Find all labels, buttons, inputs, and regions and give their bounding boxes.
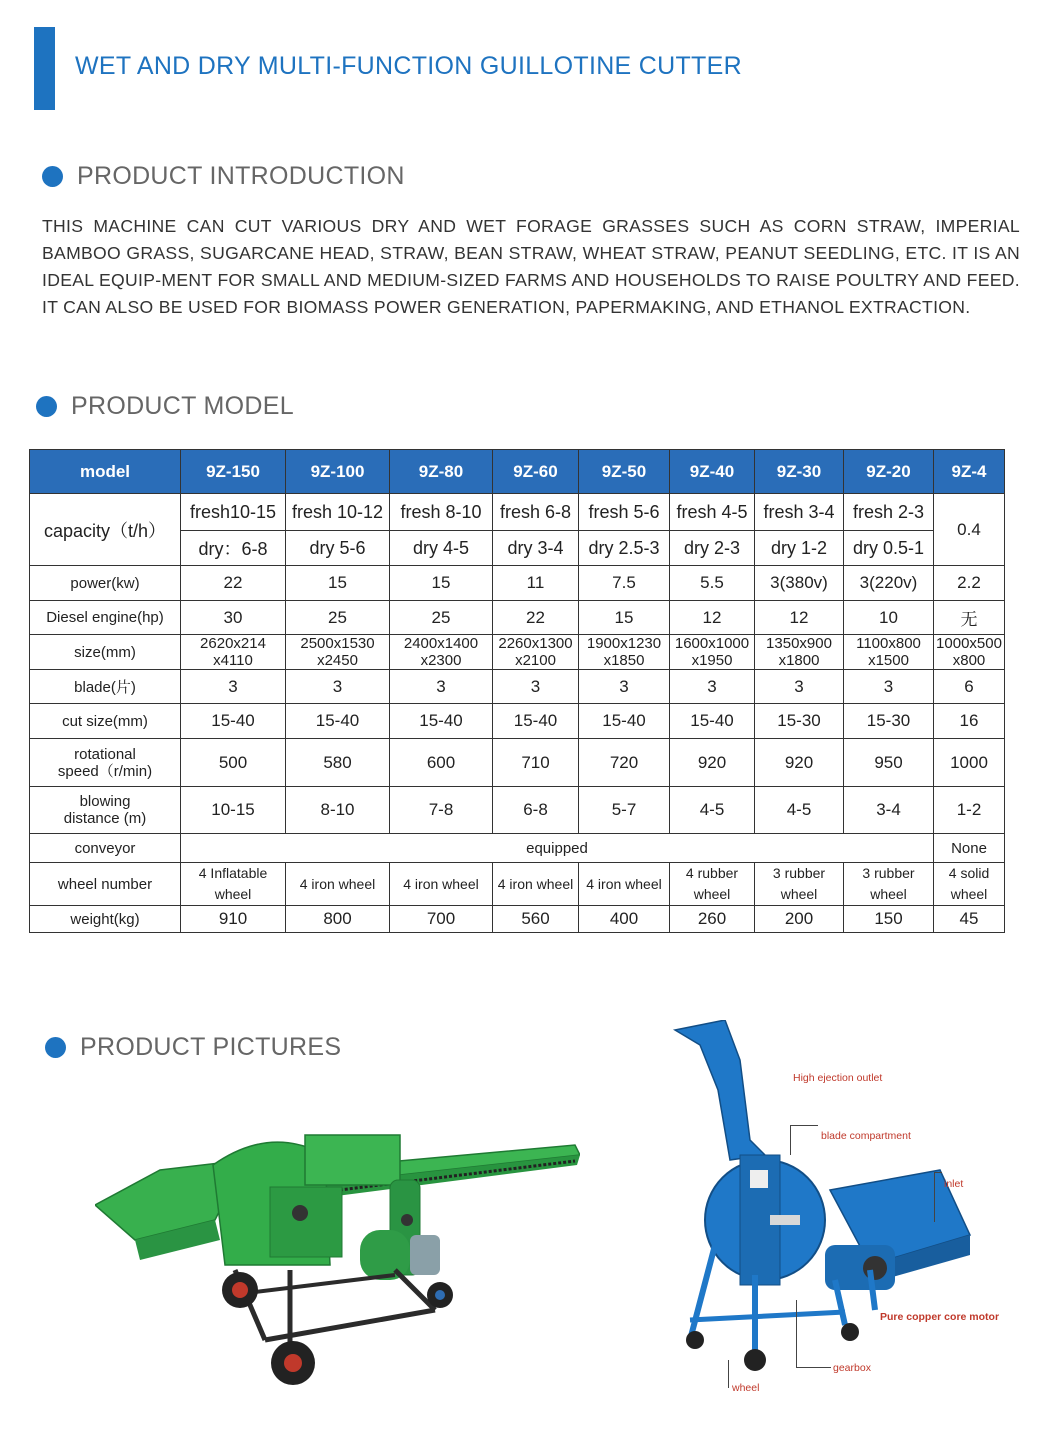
size-line-2: x2300: [420, 652, 462, 669]
callout-outlet: High ejection outlet: [793, 1072, 883, 1084]
table-cell: 25: [286, 601, 390, 635]
table-cell: dry 0.5-1: [844, 531, 934, 566]
table-cell: [844, 635, 934, 670]
table-cell: 3: [579, 670, 670, 704]
table-cell: 4 rubber wheel: [670, 863, 755, 906]
table-cell: 4 solid wheel: [934, 863, 1005, 906]
table-row-size: [30, 635, 1005, 670]
table-cell: 3-4: [844, 787, 934, 834]
table-cell: 5.5: [670, 566, 755, 601]
bullet-dot-icon: [36, 396, 57, 417]
size-line-2: x1500: [868, 652, 909, 669]
row-label: weight(kg): [30, 906, 181, 933]
size-line-1: 2620x214: [200, 635, 266, 652]
table-cell: 4 iron wheel: [390, 863, 493, 906]
row-label: [30, 787, 181, 834]
size-line-1: 1900x1230: [586, 635, 662, 652]
table-cell: 15: [390, 566, 493, 601]
table-cell: 950: [844, 739, 934, 787]
callout-wheel: wheel: [732, 1382, 760, 1394]
size-line-2: x1950: [691, 652, 733, 669]
table-cell: 6-8: [493, 787, 579, 834]
table-cell: 7-8: [390, 787, 493, 834]
callout-leader-line: [796, 1367, 831, 1368]
intro-paragraph: THIS MACHINE CAN CUT VARIOUS DRY AND WET FORAGE GRASSES SUCH AS CORN STRAW, IMPERIAL BAMBOO GRASS, SUGARCANE HEAD, STRAW, BEAN STRAW, WHEAT STRAW, PEANUT SEEDLING, ETC. IT IS AN IDEAL EQUIP-MENT FOR SMALL AND MEDIUM-SIZED FARMS AND HOUSEHOLDS TO RAISE POULTRY AND FEED. IT CAN ALSO BE USED FOR BIOMASS POWER GENERATION, PAPERMAKING, AND ETHANOL EXTRACTION.: [42, 216, 1020, 317]
table-cell: 3(220v): [844, 566, 934, 601]
table-cell: 400: [579, 906, 670, 933]
size-line-2: x800: [952, 652, 986, 669]
table-cell: 10-15: [181, 787, 286, 834]
table-cell: 200: [755, 906, 844, 933]
callout-leader-line: [934, 1172, 942, 1173]
size-line-2: x2450: [317, 652, 358, 669]
header-cell: 9Z-150: [181, 450, 286, 494]
table-cell: 45: [934, 906, 1005, 933]
table-cell: dry：6-8: [181, 531, 286, 566]
table-cell: 15-40: [181, 704, 286, 739]
header-cell: 9Z-50: [579, 450, 670, 494]
callout-leader-line: [934, 1172, 935, 1222]
table-cell: 3: [181, 670, 286, 704]
table-row-capacity-fresh: [30, 494, 1005, 531]
table-cell: 800: [286, 906, 390, 933]
table-cell: 3: [755, 670, 844, 704]
table-cell: 720: [579, 739, 670, 787]
table-cell: 3: [844, 670, 934, 704]
callout-blade-compartment: blade compartment: [821, 1130, 911, 1142]
callout-motor: Pure copper core motor: [880, 1311, 1000, 1323]
size-line-1: 1100x800: [856, 635, 921, 652]
table-cell: 22: [493, 601, 579, 635]
table-cell: 25: [390, 601, 493, 635]
table-cell: 15-40: [670, 704, 755, 739]
blue-cutter-housing: [705, 1155, 825, 1285]
size-line-2: x4110: [213, 652, 253, 669]
table-cell: 4-5: [755, 787, 844, 834]
table-cell: fresh 2-3: [844, 494, 934, 531]
table-cell: fresh10-15: [181, 494, 286, 531]
size-line-2: x2100: [515, 652, 556, 669]
table-row-wheel: [30, 863, 1005, 906]
table-cell: 3: [493, 670, 579, 704]
table-cell: 1000: [934, 739, 1005, 787]
callout-inlet: inlet: [944, 1178, 964, 1190]
page-title: WET AND DRY MULTI-FUNCTION GUILLOTINE CUTTER: [75, 52, 742, 80]
callout-leader-line: [796, 1300, 797, 1368]
table-cell: fresh 8-10: [390, 494, 493, 531]
table-cell: [934, 635, 1005, 670]
header-cell: 9Z-30: [755, 450, 844, 494]
header-cell: 9Z-100: [286, 450, 390, 494]
table-row-blowing: [30, 787, 1005, 834]
table-cell: dry 2-3: [670, 531, 755, 566]
table-cell: 260: [670, 906, 755, 933]
table-cell: 7.5: [579, 566, 670, 601]
table-cell: 3(380v): [755, 566, 844, 601]
table-cell: 8-10: [286, 787, 390, 834]
table-row-conveyor: [30, 834, 1005, 863]
table-cell: 3 rubber wheel: [844, 863, 934, 906]
table-row-speed: [30, 739, 1005, 787]
table-cell: dry 1-2: [755, 531, 844, 566]
table-cell: fresh 3-4: [755, 494, 844, 531]
table-cell: 2.2: [934, 566, 1005, 601]
size-line-1: 1000x500: [936, 635, 1002, 652]
table-cell: fresh 10-12: [286, 494, 390, 531]
table-cell: dry 3-4: [493, 531, 579, 566]
conveyor-equipped-cell: equipped: [181, 834, 934, 863]
table-cell: 4-5: [670, 787, 755, 834]
table-row-cut-size: [30, 704, 1005, 739]
size-line-1: 2260x1300: [498, 635, 573, 652]
pictures-heading-label: PRODUCT PICTURES: [80, 1033, 342, 1061]
callout-gearbox: gearbox: [833, 1362, 871, 1374]
table-cell: 16: [934, 704, 1005, 739]
bullet-dot-icon: [45, 1037, 66, 1058]
table-cell: 910: [181, 906, 286, 933]
table-cell: fresh 4-5: [670, 494, 755, 531]
callout-leader-line: [790, 1125, 791, 1155]
table-cell: 3 rubber wheel: [755, 863, 844, 906]
size-line-2: x1850: [603, 652, 645, 669]
table-cell: 4 iron wheel: [286, 863, 390, 906]
green-body: [213, 1135, 440, 1280]
table-cell: [579, 635, 670, 670]
table-cell: 700: [390, 906, 493, 933]
size-line-1: 1600x1000: [674, 635, 750, 652]
label-line-1: blowing: [79, 793, 131, 810]
label-line-1: rotational: [74, 745, 136, 763]
table-cell: 5-7: [579, 787, 670, 834]
header-cell: 9Z-80: [390, 450, 493, 494]
header-cell: 9Z-20: [844, 450, 934, 494]
size-line-2: x1800: [778, 652, 820, 669]
table-cell: 15: [286, 566, 390, 601]
table-cell: 0.4: [934, 494, 1005, 566]
table-cell: 710: [493, 739, 579, 787]
table-cell: 11: [493, 566, 579, 601]
table-cell: dry 2.5-3: [579, 531, 670, 566]
row-label: wheel number: [30, 863, 181, 906]
table-cell: 15-40: [579, 704, 670, 739]
table-cell: 22: [181, 566, 286, 601]
green-cutter-picture: [95, 1125, 580, 1387]
table-cell: 4 iron wheel: [493, 863, 579, 906]
header-cell: 9Z-60: [493, 450, 579, 494]
table-cell: [181, 635, 286, 670]
table-cell: 15: [579, 601, 670, 635]
table-cell: 920: [670, 739, 755, 787]
table-cell: fresh 6-8: [493, 494, 579, 531]
table-cell: 12: [670, 601, 755, 635]
table-cell: 920: [755, 739, 844, 787]
bullet-dot-icon: [42, 166, 63, 187]
table-cell: None: [934, 834, 1005, 863]
table-cell: 6: [934, 670, 1005, 704]
table-cell: 600: [390, 739, 493, 787]
table-cell: 3: [286, 670, 390, 704]
table-row-power: [30, 566, 1005, 601]
blue-outlet-chute: [675, 1020, 765, 1160]
table-cell: 3: [390, 670, 493, 704]
table-cell: 30: [181, 601, 286, 635]
table-header-row: [30, 450, 1005, 494]
size-line-1: 2500x1530: [300, 635, 375, 652]
intro-heading-label: PRODUCT INTRODUCTION: [77, 162, 405, 190]
size-line-1: 1350x900: [766, 635, 832, 652]
row-label: power(kw): [30, 566, 181, 601]
intro-section-heading: [42, 162, 405, 191]
table-row-weight: [30, 906, 1005, 933]
table-cell: 3: [670, 670, 755, 704]
table-cell: dry 5-6: [286, 531, 390, 566]
row-label: capacity（t/h）: [30, 494, 181, 566]
table-cell: 150: [844, 906, 934, 933]
header-cell: 9Z-4: [934, 450, 1005, 494]
row-label: blade(片): [30, 670, 181, 704]
table-cell: [286, 635, 390, 670]
row-label: size(mm): [30, 635, 181, 670]
table-cell: [390, 635, 493, 670]
table-cell: 15-40: [493, 704, 579, 739]
table-cell: fresh 5-6: [579, 494, 670, 531]
table-cell: 15-40: [390, 704, 493, 739]
table-cell: 1-2: [934, 787, 1005, 834]
table-cell: 580: [286, 739, 390, 787]
model-section-heading: [36, 392, 294, 421]
table-cell: 4 iron wheel: [579, 863, 670, 906]
callout-leader-line: [728, 1360, 729, 1388]
header-cell: model: [30, 450, 181, 494]
label-line-2: speed（r/min): [57, 762, 153, 780]
size-line-1: 2400x1400: [403, 635, 479, 652]
table-cell: 15-30: [755, 704, 844, 739]
table-cell: 10: [844, 601, 934, 635]
row-label: Diesel engine(hp): [30, 601, 181, 635]
row-label: conveyor: [30, 834, 181, 863]
table-cell: [493, 635, 579, 670]
table-cell: 4 Inflatable wheel: [181, 863, 286, 906]
spec-table: [29, 449, 1005, 933]
table-cell: [670, 635, 755, 670]
header-cell: 9Z-40: [670, 450, 755, 494]
table-cell: 15-30: [844, 704, 934, 739]
row-label: [30, 739, 181, 787]
table-row-diesel: [30, 601, 1005, 635]
pictures-section-heading: [45, 1033, 341, 1062]
table-row-blade: [30, 670, 1005, 704]
table-cell: [755, 635, 844, 670]
callout-leader-line: [790, 1125, 818, 1126]
table-cell: 无: [934, 601, 1005, 635]
model-heading-label: PRODUCT MODEL: [71, 392, 294, 420]
green-frame: [230, 1270, 435, 1360]
table-cell: 15-40: [286, 704, 390, 739]
table-cell: 560: [493, 906, 579, 933]
table-cell: dry 4-5: [390, 531, 493, 566]
label-line-2: distance (m): [63, 810, 147, 827]
row-label: cut size(mm): [30, 704, 181, 739]
table-cell: 500: [181, 739, 286, 787]
table-cell: 12: [755, 601, 844, 635]
title-accent-bar: [34, 27, 55, 110]
